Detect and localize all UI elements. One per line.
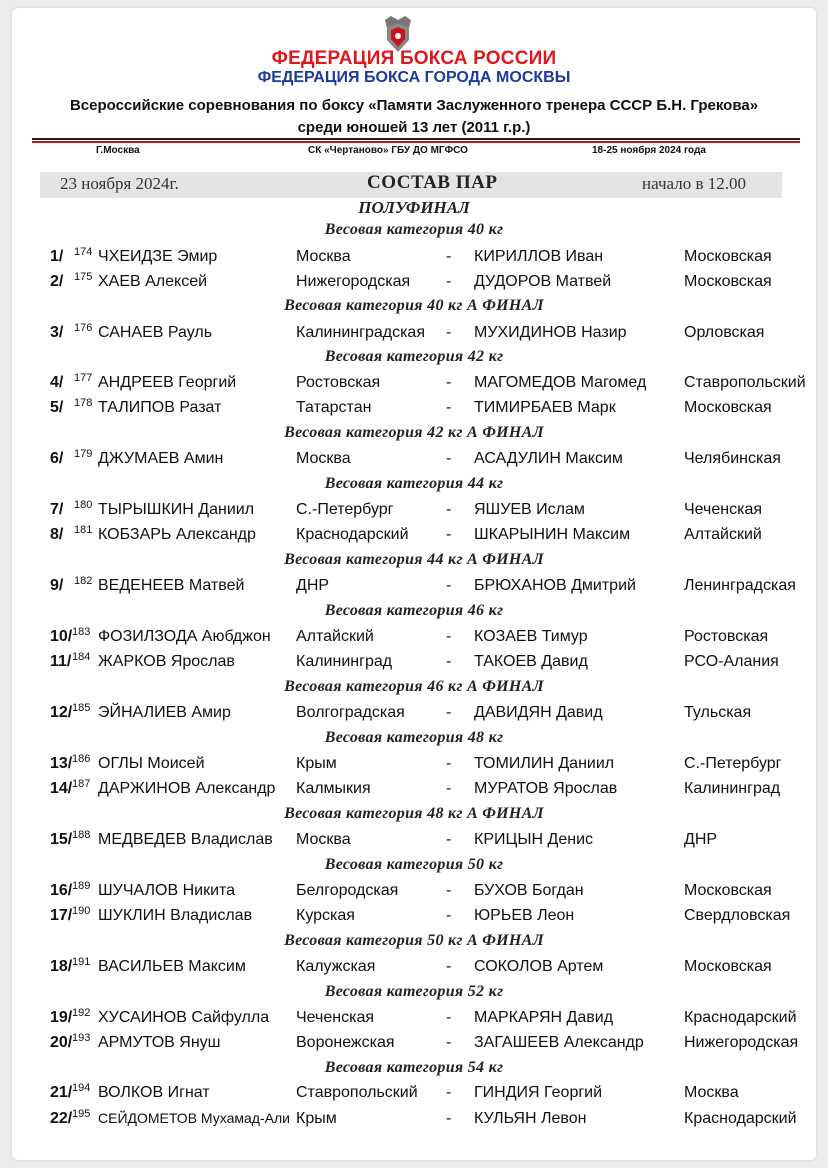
pair-number: 2/ bbox=[50, 273, 64, 290]
header-divider-black bbox=[32, 138, 800, 140]
pair-number: 11/ bbox=[50, 653, 72, 670]
federation-russia-title: ФЕДЕРАЦИЯ БОКСА РОССИИ bbox=[271, 48, 557, 69]
vs-dash: - bbox=[446, 653, 452, 670]
blue-corner-region: Ставропольский bbox=[684, 374, 806, 391]
bout-number: 181 bbox=[74, 524, 93, 536]
blue-corner-name: ТАКОЕВ Давид bbox=[474, 653, 588, 670]
pair-number: 3/ bbox=[50, 324, 64, 341]
blue-corner-region: Чеченская bbox=[684, 501, 763, 518]
red-corner-name: ХАЕВ Алексей bbox=[98, 273, 208, 290]
competition-subtitle: среди юношей 13 лет (2011 г.р.) bbox=[297, 119, 531, 136]
red-corner-name: ЖАРКОВ Ярослав bbox=[98, 653, 235, 670]
weight-category-heading: Весовая категория 50 кг bbox=[324, 856, 504, 873]
bout-row bbox=[0, 273, 828, 295]
bout-number: 191 bbox=[72, 956, 91, 968]
red-corner-name: ФОЗИЛЗОДА Аюбджон bbox=[98, 628, 271, 645]
vs-dash: - bbox=[446, 501, 452, 518]
blue-corner-name: БРЮХАНОВ Дмитрий bbox=[474, 577, 636, 594]
bout-row bbox=[0, 1009, 828, 1031]
blue-corner-name: ЗАГАШЕЕВ Александр bbox=[474, 1034, 644, 1051]
vs-dash: - bbox=[446, 907, 452, 924]
weight-category-heading: Весовая категория 46 кг А ФИНАЛ bbox=[284, 678, 544, 695]
bout-number: 187 bbox=[72, 778, 91, 790]
venue-label: СК «Чертаново» ГБУ ДО МГФСО bbox=[308, 145, 468, 156]
blue-corner-name: АСАДУЛИН Максим bbox=[474, 450, 623, 467]
bout-number: 177 bbox=[74, 372, 93, 384]
blue-corner-name: КОЗАЕВ Тимур bbox=[474, 628, 588, 645]
red-corner-region: Белгородская bbox=[296, 882, 399, 899]
blue-corner-name: СОКОЛОВ Артем bbox=[474, 958, 604, 975]
pair-number: 20/ bbox=[50, 1034, 73, 1051]
red-corner-region: Волгоградская bbox=[296, 704, 405, 721]
federation-moscow-title: ФЕДЕРАЦИЯ БОКСА ГОРОДА МОСКВЫ bbox=[257, 69, 571, 86]
blue-corner-name: ЮРЬЕВ Леон bbox=[474, 907, 575, 924]
pair-number: 8/ bbox=[50, 526, 64, 543]
bout-row bbox=[0, 882, 828, 904]
bout-row bbox=[0, 324, 828, 346]
red-corner-name: ВЕДЕНЕЕВ Матвей bbox=[98, 577, 245, 594]
bout-row bbox=[0, 526, 828, 548]
blue-corner-name: ШКАРЫНИН Максим bbox=[474, 526, 631, 543]
blue-corner-name: ЯШУЕВ Ислам bbox=[474, 501, 585, 518]
bout-number: 195 bbox=[72, 1108, 91, 1120]
bout-row bbox=[0, 374, 828, 396]
blue-corner-region: Московская bbox=[684, 273, 772, 290]
vs-dash: - bbox=[446, 628, 452, 645]
bout-row bbox=[0, 653, 828, 675]
pair-number: 9/ bbox=[50, 577, 64, 594]
blue-corner-region: Московская bbox=[684, 958, 772, 975]
pair-number: 21/ bbox=[50, 1084, 73, 1101]
red-corner-region: Калининград bbox=[296, 653, 393, 670]
blue-corner-name: КРИЦЫН Денис bbox=[474, 831, 593, 848]
bout-row bbox=[0, 831, 828, 853]
blue-corner-region: Московская bbox=[684, 399, 772, 416]
pair-number: 18/ bbox=[50, 958, 73, 975]
red-corner-name: ШУКЛИН Владислав bbox=[98, 907, 253, 924]
bout-row bbox=[0, 958, 828, 980]
blue-corner-region: Краснодарский bbox=[684, 1009, 797, 1026]
blue-corner-name: ДАВИДЯН Давид bbox=[474, 704, 603, 721]
bout-number: 193 bbox=[72, 1032, 91, 1044]
bout-number: 178 bbox=[74, 397, 93, 409]
blue-corner-name: КИРИЛЛОВ Иван bbox=[474, 248, 604, 265]
bout-number: 182 bbox=[74, 575, 93, 587]
blue-corner-region: Краснодарский bbox=[684, 1110, 797, 1127]
weight-category-heading: Весовая категория 44 кг bbox=[324, 475, 504, 492]
pair-number: 5/ bbox=[50, 399, 64, 416]
bout-number: 189 bbox=[72, 880, 91, 892]
red-corner-region: С.-Петербург bbox=[296, 501, 394, 518]
vs-dash: - bbox=[446, 1084, 452, 1101]
bout-row bbox=[0, 1110, 828, 1132]
event-date: 23 ноября 2024г. bbox=[60, 174, 179, 193]
vs-dash: - bbox=[446, 399, 452, 416]
blue-corner-name: МУРАТОВ Ярослав bbox=[474, 780, 618, 797]
bout-row bbox=[0, 628, 828, 650]
bout-row bbox=[0, 1034, 828, 1056]
blue-corner-name: МАРКАРЯН Давид bbox=[474, 1009, 614, 1026]
dates-label: 18-25 ноября 2024 года bbox=[592, 145, 706, 156]
red-corner-name: ТЫРЫШКИН Даниил bbox=[98, 501, 255, 518]
red-corner-name: ХУСАИНОВ Сайфулла bbox=[98, 1009, 270, 1026]
red-corner-name: ШУЧАЛОВ Никита bbox=[98, 882, 236, 899]
vs-dash: - bbox=[446, 450, 452, 467]
red-corner-name: СЕЙДОМЕТОВ Мухамад-Али bbox=[98, 1110, 290, 1126]
bout-number: 194 bbox=[72, 1082, 91, 1094]
vs-dash: - bbox=[446, 1009, 452, 1026]
bout-row bbox=[0, 248, 828, 270]
blue-corner-name: ГИНДИЯ Георгий bbox=[474, 1084, 603, 1101]
bout-row bbox=[0, 1084, 828, 1106]
bout-row bbox=[0, 755, 828, 777]
red-corner-name: ВОЛКОВ Игнат bbox=[98, 1084, 210, 1101]
blue-corner-region: Челябинская bbox=[684, 450, 781, 467]
blue-corner-region: Свердловская bbox=[684, 907, 791, 924]
weight-category-heading: Весовая категория 54 кг bbox=[324, 1059, 504, 1076]
blue-corner-region: ДНР bbox=[684, 831, 718, 848]
red-corner-region: Нижегородская bbox=[296, 273, 411, 290]
red-corner-name: ДЖУМАЕВ Амин bbox=[98, 450, 224, 467]
bout-number: 179 bbox=[74, 448, 93, 460]
red-corner-region: Москва bbox=[296, 248, 351, 265]
vs-dash: - bbox=[446, 882, 452, 899]
blue-corner-region: Ростовская bbox=[684, 628, 769, 645]
blue-corner-name: ТИМИРБАЕВ Марк bbox=[474, 399, 616, 416]
blue-corner-name: МАГОМЕДОВ Магомед bbox=[474, 374, 647, 391]
red-corner-region: Татарстан bbox=[296, 399, 372, 416]
blue-corner-region: Алтайский bbox=[684, 526, 762, 543]
pair-number: 4/ bbox=[50, 374, 64, 391]
red-corner-region: Калужская bbox=[296, 958, 376, 975]
stage-title: ПОЛУФИНАЛ bbox=[358, 198, 470, 217]
blue-corner-region: Орловская bbox=[684, 324, 765, 341]
blue-corner-region: Тульская bbox=[684, 704, 752, 721]
bout-number: 190 bbox=[72, 905, 91, 917]
city-label: Г.Москва bbox=[96, 145, 140, 156]
vs-dash: - bbox=[446, 704, 452, 721]
bout-row bbox=[0, 577, 828, 599]
bout-number: 175 bbox=[74, 271, 93, 283]
red-corner-region: Калининградская bbox=[296, 324, 425, 341]
red-corner-region: ДНР bbox=[296, 577, 330, 594]
pair-number: 22/ bbox=[50, 1110, 73, 1127]
bout-number: 174 bbox=[74, 246, 93, 258]
red-corner-name: КОБЗАРЬ Александр bbox=[98, 526, 256, 543]
bout-number: 176 bbox=[74, 322, 93, 334]
bout-number: 192 bbox=[72, 1007, 91, 1019]
red-corner-region: Крым bbox=[296, 1110, 337, 1127]
red-corner-name: ДАРЖИНОВ Александр bbox=[98, 780, 276, 797]
vs-dash: - bbox=[446, 526, 452, 543]
blue-corner-region: Калининград bbox=[684, 780, 781, 797]
blue-corner-name: КУЛЬЯН Левон bbox=[474, 1110, 587, 1127]
bout-row bbox=[0, 704, 828, 726]
vs-dash: - bbox=[446, 324, 452, 341]
pair-number: 16/ bbox=[50, 882, 73, 899]
bout-number: 186 bbox=[72, 753, 91, 765]
weight-category-heading: Весовая категория 52 кг bbox=[324, 983, 504, 1000]
red-corner-name: ТАЛИПОВ Разат bbox=[98, 399, 222, 416]
vs-dash: - bbox=[446, 755, 452, 772]
red-corner-region: Ставропольский bbox=[296, 1084, 418, 1101]
weight-category-heading: Весовая категория 42 кг А ФИНАЛ bbox=[284, 424, 544, 441]
red-corner-region: Ростовская bbox=[296, 374, 381, 391]
bout-row bbox=[0, 780, 828, 802]
weight-category-heading: Весовая категория 46 кг bbox=[324, 602, 504, 619]
red-corner-region: Воронежская bbox=[296, 1034, 395, 1051]
weight-category-heading: Весовая категория 40 кг А ФИНАЛ bbox=[284, 297, 544, 314]
bout-row bbox=[0, 450, 828, 472]
bout-number: 180 bbox=[74, 499, 93, 511]
red-corner-region: Крым bbox=[296, 755, 337, 772]
bout-number: 188 bbox=[72, 829, 91, 841]
pair-number: 10/ bbox=[50, 628, 73, 645]
vs-dash: - bbox=[446, 831, 452, 848]
vs-dash: - bbox=[446, 780, 452, 797]
bout-row bbox=[0, 907, 828, 929]
header-divider-red bbox=[32, 141, 800, 143]
red-corner-name: САНАЕВ Рауль bbox=[98, 324, 213, 341]
vs-dash: - bbox=[446, 958, 452, 975]
pair-number: 19/ bbox=[50, 1009, 73, 1026]
red-corner-region: Краснодарский bbox=[296, 526, 409, 543]
bout-number: 183 bbox=[72, 626, 91, 638]
red-corner-name: МЕДВЕДЕВ Владислав bbox=[98, 831, 273, 848]
pairs-title: СОСТАВ ПАР bbox=[367, 172, 498, 193]
pair-number: 15/ bbox=[50, 831, 73, 848]
red-corner-region: Чеченская bbox=[296, 1009, 375, 1026]
vs-dash: - bbox=[446, 1034, 452, 1051]
pair-number: 7/ bbox=[50, 501, 64, 518]
weight-category-heading: Весовая категория 42 кг bbox=[324, 348, 504, 365]
weight-category-heading: Весовая категория 50 кг А ФИНАЛ bbox=[284, 932, 544, 949]
vs-dash: - bbox=[446, 374, 452, 391]
red-corner-name: ЭЙНАЛИЕВ Амир bbox=[98, 704, 231, 721]
blue-corner-region: Московская bbox=[684, 248, 772, 265]
bout-row bbox=[0, 501, 828, 523]
vs-dash: - bbox=[446, 1110, 452, 1127]
blue-corner-region: С.-Петербург bbox=[684, 755, 782, 772]
pair-number: 12/ bbox=[50, 704, 73, 721]
red-corner-region: Москва bbox=[296, 450, 351, 467]
vs-dash: - bbox=[446, 577, 452, 594]
competition-title: Всероссийские соревнования по боксу «Памяти Заслуженного тренера СССР Б.Н. Грекова» bbox=[69, 97, 759, 114]
vs-dash: - bbox=[446, 273, 452, 290]
weight-category-heading: Весовая категория 40 кг bbox=[324, 221, 504, 238]
vs-dash: - bbox=[446, 248, 452, 265]
red-corner-name: АРМУТОВ Януш bbox=[98, 1034, 221, 1051]
red-corner-region: Калмыкия bbox=[296, 780, 371, 797]
red-corner-name: АНДРЕЕВ Георгий bbox=[98, 374, 237, 391]
blue-corner-region: Ленинградская bbox=[684, 577, 796, 594]
blue-corner-name: БУХОВ Богдан bbox=[474, 882, 584, 899]
red-corner-region: Москва bbox=[296, 831, 351, 848]
weight-category-heading: Весовая категория 48 кг bbox=[324, 729, 504, 746]
blue-corner-region: Москва bbox=[684, 1084, 739, 1101]
pair-number: 14/ bbox=[50, 780, 73, 797]
blue-corner-name: ТОМИЛИН Даниил bbox=[474, 755, 615, 772]
weight-category-heading: Весовая категория 48 кг А ФИНАЛ bbox=[284, 805, 544, 822]
red-corner-region: Курская bbox=[296, 907, 355, 924]
pair-number: 13/ bbox=[50, 755, 73, 772]
red-corner-name: ВАСИЛЬЕВ Максим bbox=[98, 958, 246, 975]
red-corner-region: Алтайский bbox=[296, 628, 374, 645]
bout-number: 184 bbox=[72, 651, 91, 663]
pair-number: 1/ bbox=[50, 248, 64, 265]
weight-category-heading: Весовая категория 44 кг А ФИНАЛ bbox=[284, 551, 544, 568]
blue-corner-region: РСО-Алания bbox=[684, 653, 779, 670]
blue-corner-name: ДУДОРОВ Матвей bbox=[474, 273, 612, 290]
start-time: начало в 12.00 bbox=[642, 174, 746, 193]
red-corner-name: ОГЛЫ Моисей bbox=[98, 755, 205, 772]
blue-corner-region: Московская bbox=[684, 882, 772, 899]
bout-number: 185 bbox=[72, 702, 91, 714]
red-corner-name: ЧХЕИДЗЕ Эмир bbox=[98, 248, 218, 265]
bout-row bbox=[0, 399, 828, 421]
blue-corner-name: МУХИДИНОВ Назир bbox=[474, 324, 627, 341]
pair-number: 17/ bbox=[50, 907, 73, 924]
pair-number: 6/ bbox=[50, 450, 64, 467]
blue-corner-region: Нижегородская bbox=[684, 1034, 799, 1051]
